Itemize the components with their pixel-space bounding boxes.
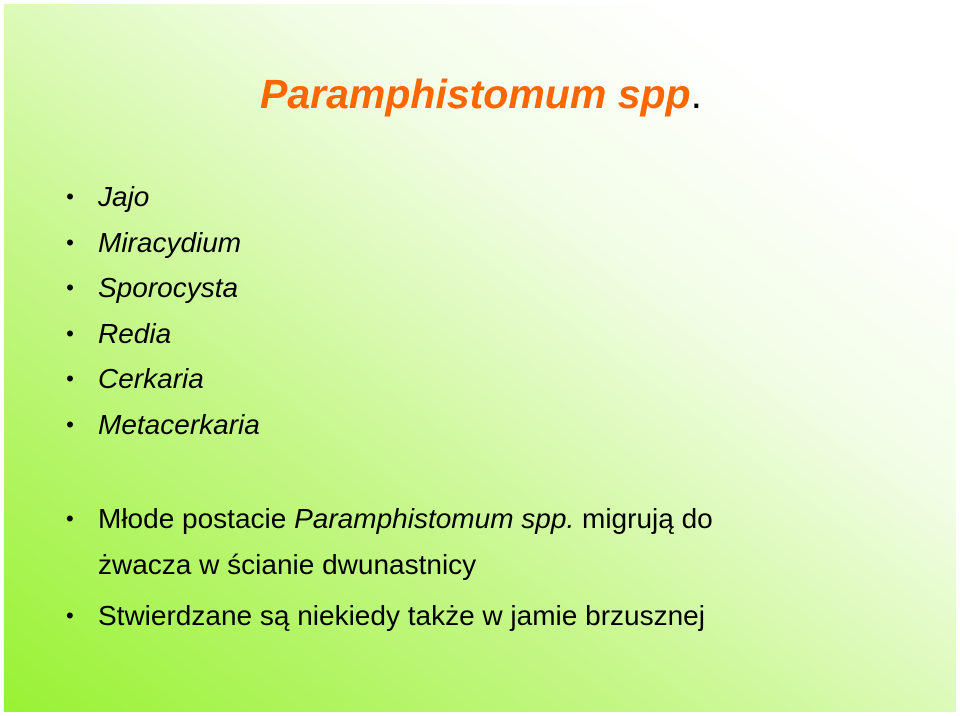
species-name: Paramphistomum spp.: [294, 503, 575, 534]
stage-label: Jajo: [98, 181, 150, 212]
list-item: [4, 174, 260, 220]
title-text: Paramphistomum spp: [260, 71, 691, 117]
list-item: [4, 311, 260, 357]
list-item: [4, 496, 713, 587]
slide-title: [260, 68, 702, 120]
stage-label: Cerkaria: [98, 363, 204, 394]
list-item: [4, 220, 260, 266]
stage-label: Sporocysta: [98, 272, 239, 303]
stage-label: Miracydium: [98, 226, 242, 258]
bullet-icon: •: [66, 366, 74, 391]
title-dot: .: [690, 71, 702, 117]
note-text: Stwierdzane są niekiedy także w jamie brzusznej: [98, 600, 705, 631]
stage-label: Redia: [98, 317, 172, 349]
list-item: [4, 593, 713, 639]
bullet-icon: •: [66, 603, 74, 628]
slide: [4, 4, 956, 712]
stages-list: [4, 174, 260, 447]
bullet-icon: •: [66, 275, 74, 300]
note-text: migrują do: [574, 503, 713, 534]
bullet-icon: •: [66, 229, 74, 255]
note-text: Młode postacie: [98, 503, 295, 534]
notes-list: [4, 496, 713, 645]
list-item: [4, 265, 260, 311]
list-item: [4, 356, 260, 402]
bullet-icon: •: [66, 411, 74, 437]
note-text-line2: żwacza w ścianie dwunastnicy: [98, 548, 477, 580]
bullet-icon: •: [66, 320, 74, 346]
bullet-icon: •: [66, 184, 74, 209]
bullet-icon: •: [66, 506, 74, 531]
stage-label: Metacerkaria: [98, 408, 260, 440]
list-item: [4, 402, 260, 448]
